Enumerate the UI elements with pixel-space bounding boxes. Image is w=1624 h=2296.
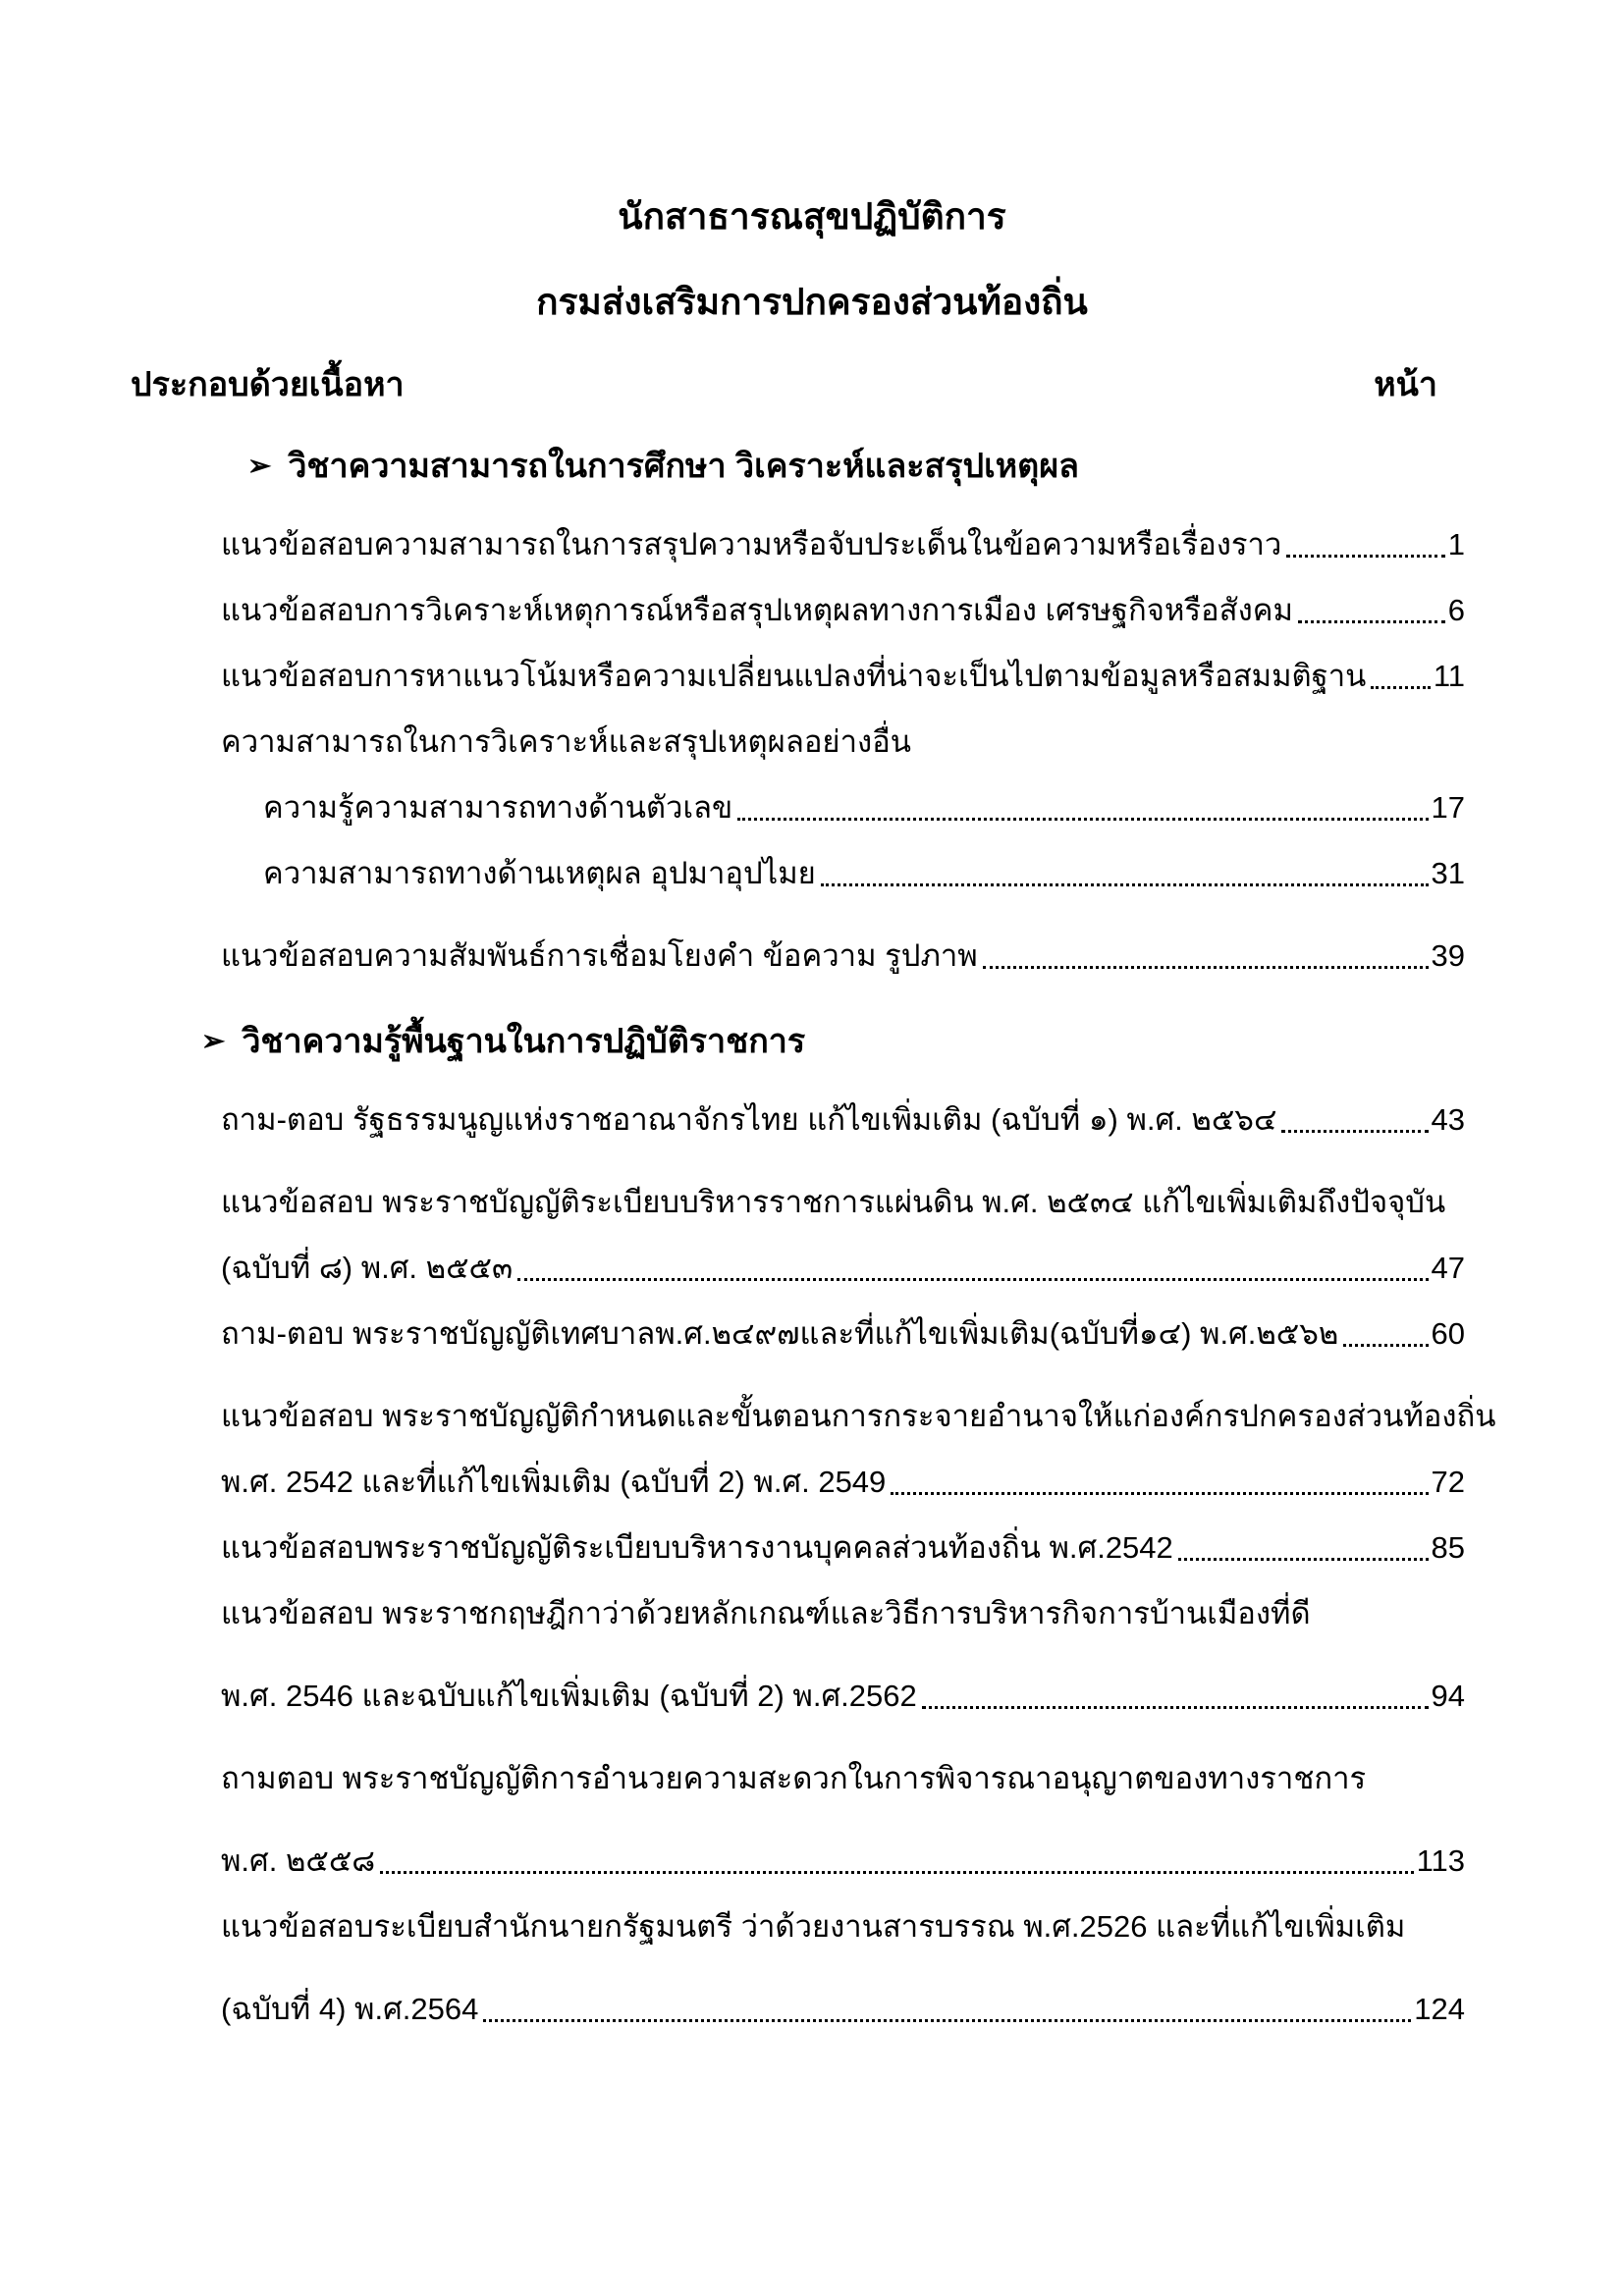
- toc-row: [221, 1312, 1465, 1356]
- toc-entry-text: แนวข้อสอบความสัมพันธ์การเชื่อมโยงคำ ข้อความ รูปภาพ: [221, 938, 978, 973]
- toc: [0, 442, 1624, 2031]
- toc-page-number: 31: [1431, 856, 1465, 890]
- toc-entry-text: ความสามารถในการวิเคราะห์และสรุปเหตุผลอย่างอื่น: [221, 724, 911, 759]
- toc-page-number: 60: [1431, 1316, 1465, 1351]
- toc-row: [221, 1181, 1465, 1224]
- toc-row: [263, 786, 1465, 829]
- document-subtitle: กรมส่งเสริมการปกครองส่วนท้องถิ่น: [536, 282, 1088, 322]
- toc-row: [221, 1840, 1465, 1883]
- toc-row: [221, 934, 1465, 978]
- toc-entry-text: แนวข้อสอบความสามารถในการสรุปความหรือจับประเด็นในข้อความหรือเรื่องราว: [221, 527, 1282, 561]
- toc-row: [221, 523, 1465, 566]
- toc-entry-text: ถาม-ตอบ พระราชบัญญัติเทศบาลพ.ศ.๒๔๙๗และที่แก้ไขเพิ่มเติม(ฉบับที่๑๔) พ.ศ.๒๕๖๒: [221, 1316, 1339, 1351]
- toc-entry-text: ถาม-ตอบ รัฐธรรมนูญแห่งราชอาณาจักรไทย แก้ไขเพิ่มเติม (ฉบับที่ ๑) พ.ศ. ๒๕๖๔: [221, 1102, 1277, 1137]
- toc-entry-text: ความสามารถทางด้านเหตุผล อุปมาอุปไมย: [263, 856, 816, 890]
- dot-leader: [380, 1871, 1413, 1874]
- toc-row: [221, 1098, 1465, 1142]
- dot-leader: [517, 1278, 1428, 1281]
- toc-entry-text: (ฉบับที่ ๘) พ.ศ. ๒๕๕๓: [221, 1251, 514, 1285]
- toc-row: [221, 1675, 1465, 1718]
- dot-leader: [891, 1492, 1428, 1495]
- toc-row: [221, 1461, 1465, 1504]
- toc-row: [221, 1395, 1496, 1438]
- dot-leader: [1286, 555, 1444, 558]
- dot-leader: [983, 966, 1429, 969]
- toc-row: [221, 1757, 1465, 1800]
- dot-leader: [1343, 1344, 1428, 1347]
- toc-entry-text: ถามตอบ พระราชบัญญัติการอำนวยความสะดวกในการพิจารณาอนุญาตของทางราชการ: [221, 1761, 1367, 1795]
- dot-leader: [922, 1706, 1429, 1709]
- toc-entry-text: (ฉบับที่ 4) พ.ศ.2564: [221, 1992, 479, 2026]
- dot-leader: [1281, 1130, 1428, 1133]
- toc-entry-text: แนวข้อสอบการวิเคราะห์เหตุการณ์หรือสรุปเหตุผลทางการเมือง เศรษฐกิจหรือสังคม: [221, 593, 1293, 627]
- toc-row: [221, 721, 1465, 764]
- dot-leader: [1371, 686, 1430, 689]
- section-heading: [201, 1017, 1624, 1068]
- toc-row: [221, 1247, 1465, 1290]
- toc-entry-text: พ.ศ. 2542 และที่แก้ไขเพิ่มเติม (ฉบับที่ 2) พ.ศ. 2549: [221, 1465, 887, 1499]
- section-title: วิชาความสามารถในการศึกษา วิเคราะห์และสรุปเหตุผล: [288, 448, 1079, 485]
- toc-entry-text: แนวข้อสอบการหาแนวโน้มหรือความเปลี่ยนแปลงที่น่าจะเป็นไปตามข้อมูลหรือสมมติฐาน: [221, 659, 1367, 693]
- toc-page-number: 1: [1447, 527, 1465, 561]
- toc-entry-text: แนวข้อสอบ พระราชกฤษฎีกาว่าด้วยหลักเกณฑ์และวิธีการบริหารกิจการบ้านเมืองที่ดี: [221, 1596, 1311, 1630]
- toc-page-number: 39: [1431, 938, 1465, 973]
- arrow-bullet-icon: ➢: [247, 451, 272, 482]
- toc-page-number: 124: [1414, 1992, 1465, 2026]
- toc-entry-text: แนวข้อสอบระเบียบสำนักนายกรัฐมนตรี ว่าด้วยงานสารบรรณ พ.ศ.2526 และที่แก้ไขเพิ่มเติม: [221, 1909, 1406, 1944]
- toc-entry-text: ความรู้ความสามารถทางด้านตัวเลข: [263, 790, 733, 825]
- toc-entry-text: แนวข้อสอบ พระราชบัญญัติกำหนดและขั้นตอนการกระจายอำนาจให้แก่องค์กรปกครองส่วนท้องถิ่น: [221, 1399, 1496, 1433]
- toc-page-number: 72: [1431, 1465, 1465, 1499]
- arrow-bullet-icon: ➢: [201, 1026, 226, 1057]
- toc-page-number: 94: [1431, 1679, 1465, 1713]
- dot-leader: [1298, 620, 1445, 623]
- dot-leader: [737, 818, 1428, 821]
- toc-row: [221, 1592, 1465, 1635]
- toc-row: [263, 852, 1465, 895]
- toc-page-number: 85: [1431, 1530, 1465, 1565]
- toc-page-number: 113: [1416, 1843, 1465, 1878]
- toc-page-number: 17: [1431, 790, 1465, 825]
- toc-row: [221, 655, 1465, 698]
- contents-label: ประกอบด้วยเนื้อหา: [131, 366, 405, 403]
- toc-row: [221, 1905, 1465, 1949]
- dot-leader: [483, 2019, 1411, 2022]
- toc-page-number: 43: [1431, 1102, 1465, 1137]
- page-column-label: หน้า: [1374, 366, 1437, 403]
- toc-entry-text: แนวข้อสอบ พระราชบัญญัติระเบียบบริหารราชการแผ่นดิน พ.ศ. ๒๕๓๔ แก้ไขเพิ่มเติมถึงปัจจุบัน: [221, 1185, 1446, 1219]
- toc-entry-text: พ.ศ. ๒๕๕๘: [221, 1843, 376, 1878]
- section-heading: [247, 442, 1624, 493]
- section-title: วิชาความรู้พื้นฐานในการปฏิบัติราชการ: [242, 1023, 806, 1060]
- toc-entry-text: พ.ศ. 2546 และฉบับแก้ไขเพิ่มเติม (ฉบับที่ 2) พ.ศ.2562: [221, 1679, 917, 1713]
- toc-page-number: 47: [1431, 1251, 1465, 1285]
- toc-row: [221, 1526, 1465, 1570]
- contents-header-row: [131, 360, 1465, 409]
- dot-leader: [1178, 1558, 1429, 1561]
- toc-row: [221, 589, 1465, 632]
- dot-leader: [821, 883, 1429, 886]
- toc-entry-text: แนวข้อสอบพระราชบัญญัติระเบียบบริหารงานบุคคลส่วนท้องถิ่น พ.ศ.2542: [221, 1530, 1173, 1565]
- toc-page-number: 11: [1433, 659, 1465, 693]
- document-title: นักสาธารณสุขปฏิบัติการ: [618, 196, 1006, 237]
- toc-page-number: 6: [1447, 593, 1465, 627]
- toc-row: [221, 1988, 1465, 2031]
